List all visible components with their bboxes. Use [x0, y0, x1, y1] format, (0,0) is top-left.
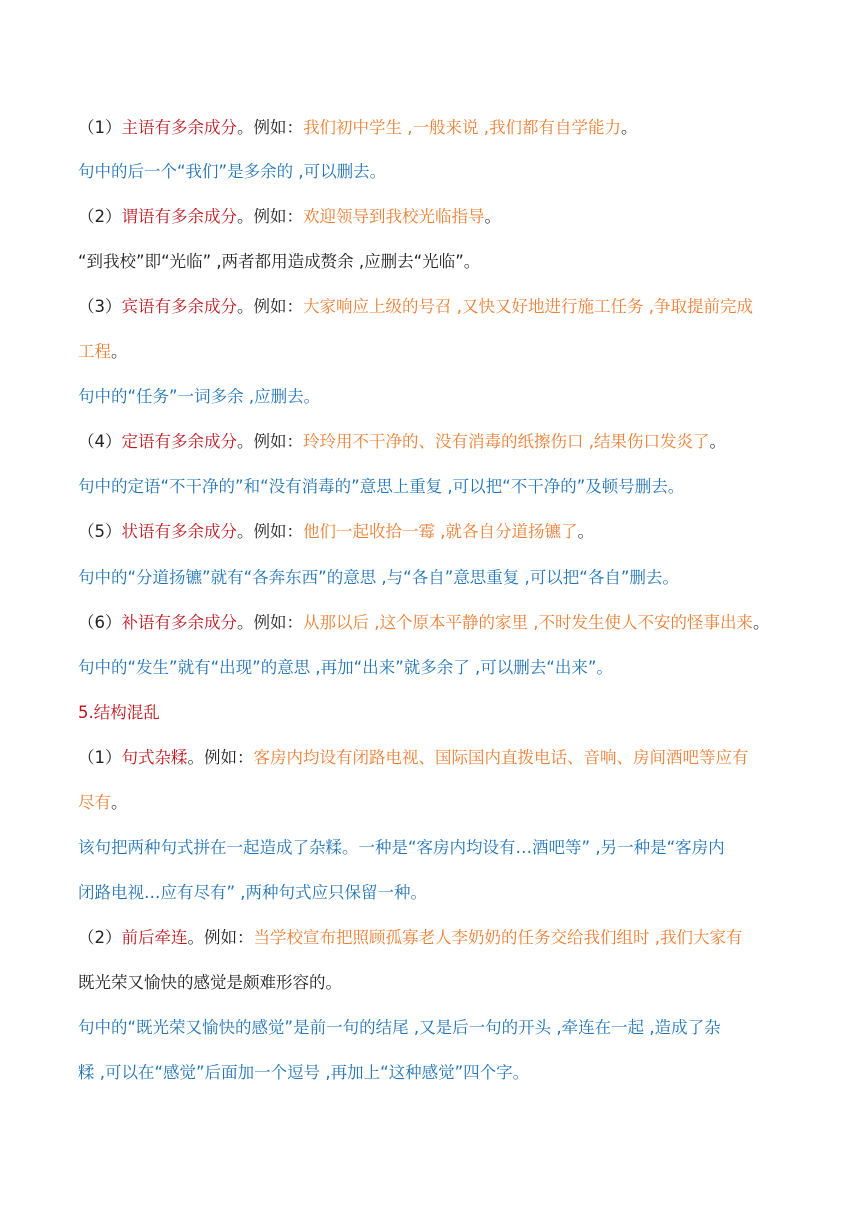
item-3-label: 宾语有多余成分	[121, 297, 237, 316]
item-2-example: 欢迎领导到我校光临指导	[303, 207, 485, 226]
s5-item-1-number: （1）	[78, 748, 122, 767]
item-1-label: 主语有多余成分	[121, 118, 237, 137]
s5-item-2-number: （2）	[78, 928, 122, 947]
item-5-sep: 。例如：	[237, 522, 303, 541]
item-4-label: 定语有多余成分	[121, 432, 237, 451]
s5-item-2-explanation-2: 糅 ,可以在“感觉”后面加一个逗号 ,再加上“这种感觉”四个字。	[78, 1063, 530, 1082]
item-6-end: 。	[752, 613, 770, 632]
item-5-number: （5）	[78, 522, 122, 541]
item-6-explanation: 句中的“发生”就有“出现”的意思 ,再加“出来”就多余了 ,可以删去“出来”。	[78, 658, 613, 677]
s5-item-2-explanation-1: 句中的“既光荣又愉快的感觉”是前一句的结尾 ,又是后一句的开头 ,牵连在一起 ,造成了杂	[78, 1018, 721, 1037]
item-6-sep: 。例如：	[237, 613, 303, 632]
item-2-sep: 。例如：	[237, 207, 303, 226]
s5-item-2-sep: 。例如：	[187, 928, 254, 947]
item-1-explanation: 句中的后一个“我们”是多余的 ,可以删去。	[78, 162, 387, 181]
item-6-label: 补语有多余成分	[121, 613, 237, 632]
item-2-line	[78, 206, 788, 228]
s5-item-1-explanation-2: 闭路电视…应有尽有” ,两种句式应只保留一种。	[78, 883, 428, 902]
item-3-line-cont	[78, 341, 788, 363]
s5-item-2-example-cont: 既光荣又愉快的感觉是颇难形容的	[78, 973, 326, 992]
item-5-label: 状语有多余成分	[121, 522, 237, 541]
item-4-end: 。	[709, 432, 726, 451]
item-6-line	[78, 612, 788, 634]
s5-item-1-label: 句式杂糅	[121, 748, 188, 767]
s5-item-1-end: 。	[111, 793, 128, 812]
item-4-line	[78, 431, 788, 453]
item-1-number: （1）	[78, 118, 122, 137]
s5-item-2-example: 当学校宣布把照顾孤寡老人李奶奶的任务交给我们组时 ,我们大家有	[253, 928, 743, 947]
item-3-explanation: 句中的“任务”一词多余 ,应删去。	[78, 387, 321, 406]
s5-item-1-line	[78, 747, 788, 769]
s5-item-2-line-cont	[78, 972, 788, 994]
s5-item-2-end: 。	[325, 973, 342, 992]
s5-item-1-sep: 。例如：	[187, 748, 254, 767]
item-3-sep: 。例如：	[237, 297, 303, 316]
item-5-explanation: 句中的“分道扬镳”就有“各奔东西”的意思 ,与“各自”意思重复 ,可以把“各自”删去。	[78, 568, 679, 587]
item-4-number: （4）	[78, 432, 122, 451]
s5-item-1-line-cont	[78, 792, 788, 814]
item-4-example: 玲玲用不干净的、没有消毒的纸擦伤口 ,结果伤口发炎了	[303, 432, 710, 451]
item-1-sep: 。例如：	[237, 118, 303, 137]
s5-item-1-example-cont: 尽有	[78, 793, 111, 812]
item-4-explanation: 句中的定语“不干净的”和“没有消毒的”意思上重复 ,可以把“不干净的”及顿号删去。	[78, 477, 685, 496]
item-2-number: （2）	[78, 207, 122, 226]
item-5-end: 。	[577, 522, 594, 541]
item-2-end: 。	[484, 207, 501, 226]
item-1-end: 。	[620, 118, 638, 137]
item-2-label: 谓语有多余成分	[121, 207, 237, 226]
s5-item-1-example: 客房内均设有闭路电视、国际国内直拨电话、音响、房间酒吧等应有	[253, 748, 749, 767]
item-5-line	[78, 521, 788, 543]
item-2-explanation: “到我校”即“光临” ,两者都用造成赘余 ,应删去“光临”。	[78, 252, 481, 271]
item-6-example: 从那以后 ,这个原本平静的家里 ,不时发生使人不安的怪事出来	[303, 613, 753, 632]
item-5-example: 他们一起收拾一霉 ,就各自分道扬镳了	[303, 522, 578, 541]
section-5-heading: 5.结构混乱	[78, 703, 160, 722]
s5-item-2-line	[78, 927, 788, 949]
item-3-line	[78, 296, 788, 318]
item-3-end: 。	[111, 342, 128, 361]
item-4-sep: 。例如：	[237, 432, 303, 451]
item-1-example: 我们初中学生 ,一般来说 ,我们都有自学能力	[303, 118, 621, 137]
item-3-example: 大家响应上级的号召 ,又快又好地进行施工任务 ,争取提前完成	[303, 297, 753, 316]
s5-item-2-label: 前后牵连	[121, 928, 188, 947]
item-6-number: （6）	[78, 613, 122, 632]
s5-item-1-explanation-1: 该句把两种句式拼在一起造成了杂糅。一种是“客房内均设有…酒吧等” ,另一种是“客房内	[78, 838, 725, 857]
item-1-line	[78, 117, 788, 139]
item-3-number: （3）	[78, 297, 122, 316]
item-3-example-cont: 工程	[78, 342, 111, 361]
